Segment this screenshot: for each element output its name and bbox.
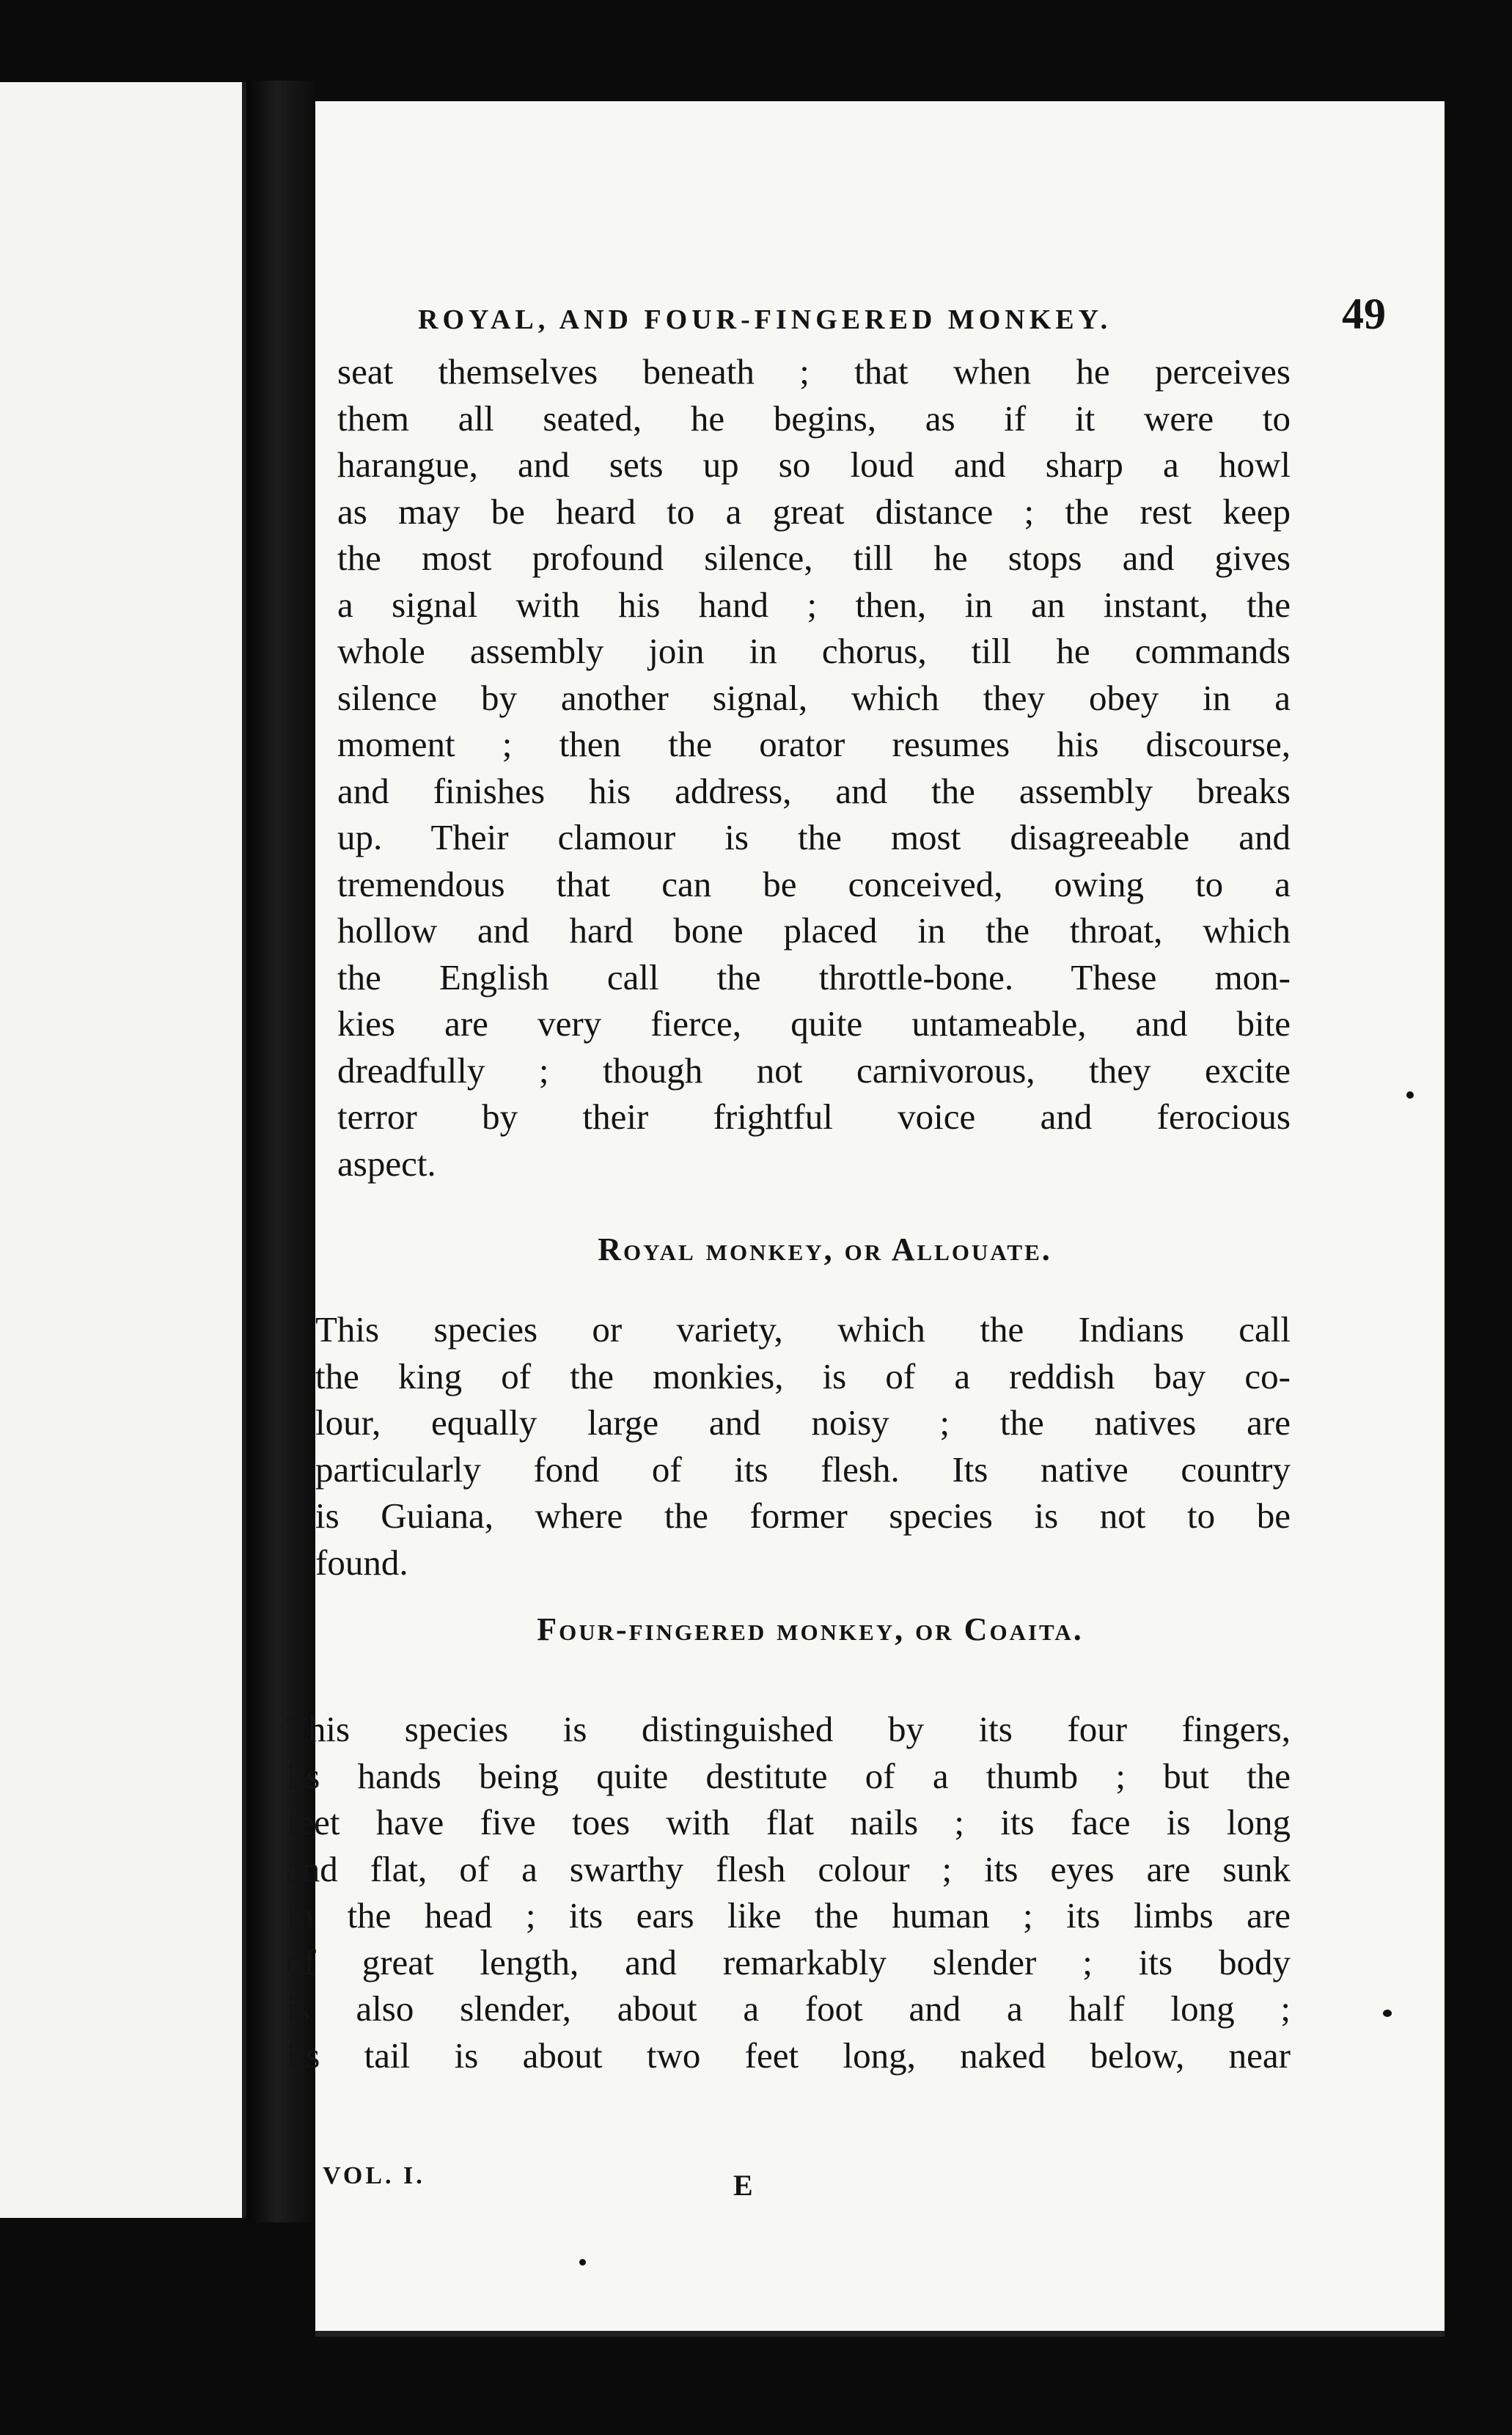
text-line: found. [315, 1542, 408, 1583]
section-heading-four-fingered-monkey: Four-fingered monkey, or Coaita. [537, 1611, 1084, 1647]
page-number: 49 [1342, 290, 1386, 338]
left-facing-page [0, 82, 246, 2218]
running-head [418, 289, 1386, 340]
paragraph-four-fingered-monkey [286, 1706, 1291, 2079]
text-line: of great length, and remarkably slender ; its body [286, 1941, 1291, 1982]
page-text-block [286, 101, 1445, 2331]
text-line: lour, equally large and noisy ; the natives are [315, 1402, 1291, 1443]
text-line: the most profound silence, till he stops and gives [337, 538, 1291, 578]
section-heading-royal-monkey: Royal monkey, or Allouate. [598, 1231, 1052, 1267]
text-line: and finishes his address, and the assembly breaks [337, 770, 1291, 811]
text-line: in the head ; its ears like the human ; its limbs are [286, 1895, 1291, 1936]
text-line: seat themselves beneath ; that when he perceives [337, 351, 1291, 392]
text-line: whole assembly join in chorus, till he commands [337, 631, 1291, 671]
volume-label: VOL. I. [323, 2162, 425, 2189]
text-line: feet have five toes with flat nails ; its face is long [286, 1802, 1291, 1842]
text-line: terror by their frightful voice and ferocious [337, 1096, 1291, 1137]
ink-speck [1406, 1091, 1414, 1099]
signature-mark: E [733, 2169, 756, 2202]
text-line: silence by another signal, which they obey in a [337, 677, 1291, 718]
text-line: harangue, and sets up so loud and sharp a howl [337, 444, 1291, 485]
book-page [286, 101, 1445, 2337]
text-line: particularly fond of its flesh. Its native country [315, 1449, 1291, 1490]
text-line: tremendous that can be conceived, owing to a [337, 863, 1291, 904]
text-line: kies are very fierce, quite untameable, and bite [337, 1003, 1291, 1044]
text-line: its hands being quite destitute of a thumb ; but the [286, 1755, 1291, 1796]
text-line: hollow and hard bone placed in the throat, which [337, 910, 1291, 951]
ink-speck [579, 2259, 586, 2266]
paragraph-howler-monkey [337, 348, 1291, 1187]
text-line: its tail is about two feet long, naked below, near [286, 2035, 1291, 2076]
text-line: up. Their clamour is the most disagreeable and [337, 817, 1291, 857]
text-line: and flat, of a swarthy flesh colour ; its eyes are sunk [286, 1848, 1291, 1889]
text-line: This species is distinguished by its four fingers, [286, 1709, 1291, 1749]
text-line: as may be heard to a great distance ; the rest keep [337, 491, 1291, 532]
text-line: the English call the throttle-bone. These mon- [337, 956, 1291, 997]
text-line: This species or variety, which the Indians call [315, 1309, 1291, 1350]
page-footer [323, 2162, 1203, 2202]
text-line: is also slender, about a foot and a half long ; [286, 1988, 1291, 2029]
paragraph-royal-monkey [315, 1306, 1291, 1586]
running-title: ROYAL, AND FOUR-FINGERED MONKEY. [418, 304, 1112, 335]
text-line: aspect. [337, 1143, 436, 1184]
text-line: them all seated, he begins, as if it were to [337, 398, 1291, 439]
text-line: the king of the monkies, is of a reddish bay co- [315, 1355, 1291, 1396]
text-line: moment ; then the orator resumes his discourse, [337, 724, 1291, 764]
ink-speck [1383, 2010, 1392, 2017]
text-line: dreadfully ; though not carnivorous, they excite [337, 1050, 1291, 1091]
text-line: a signal with his hand ; then, in an instant, the [337, 584, 1291, 625]
text-line: is Guiana, where the former species is not to be [315, 1495, 1291, 1536]
